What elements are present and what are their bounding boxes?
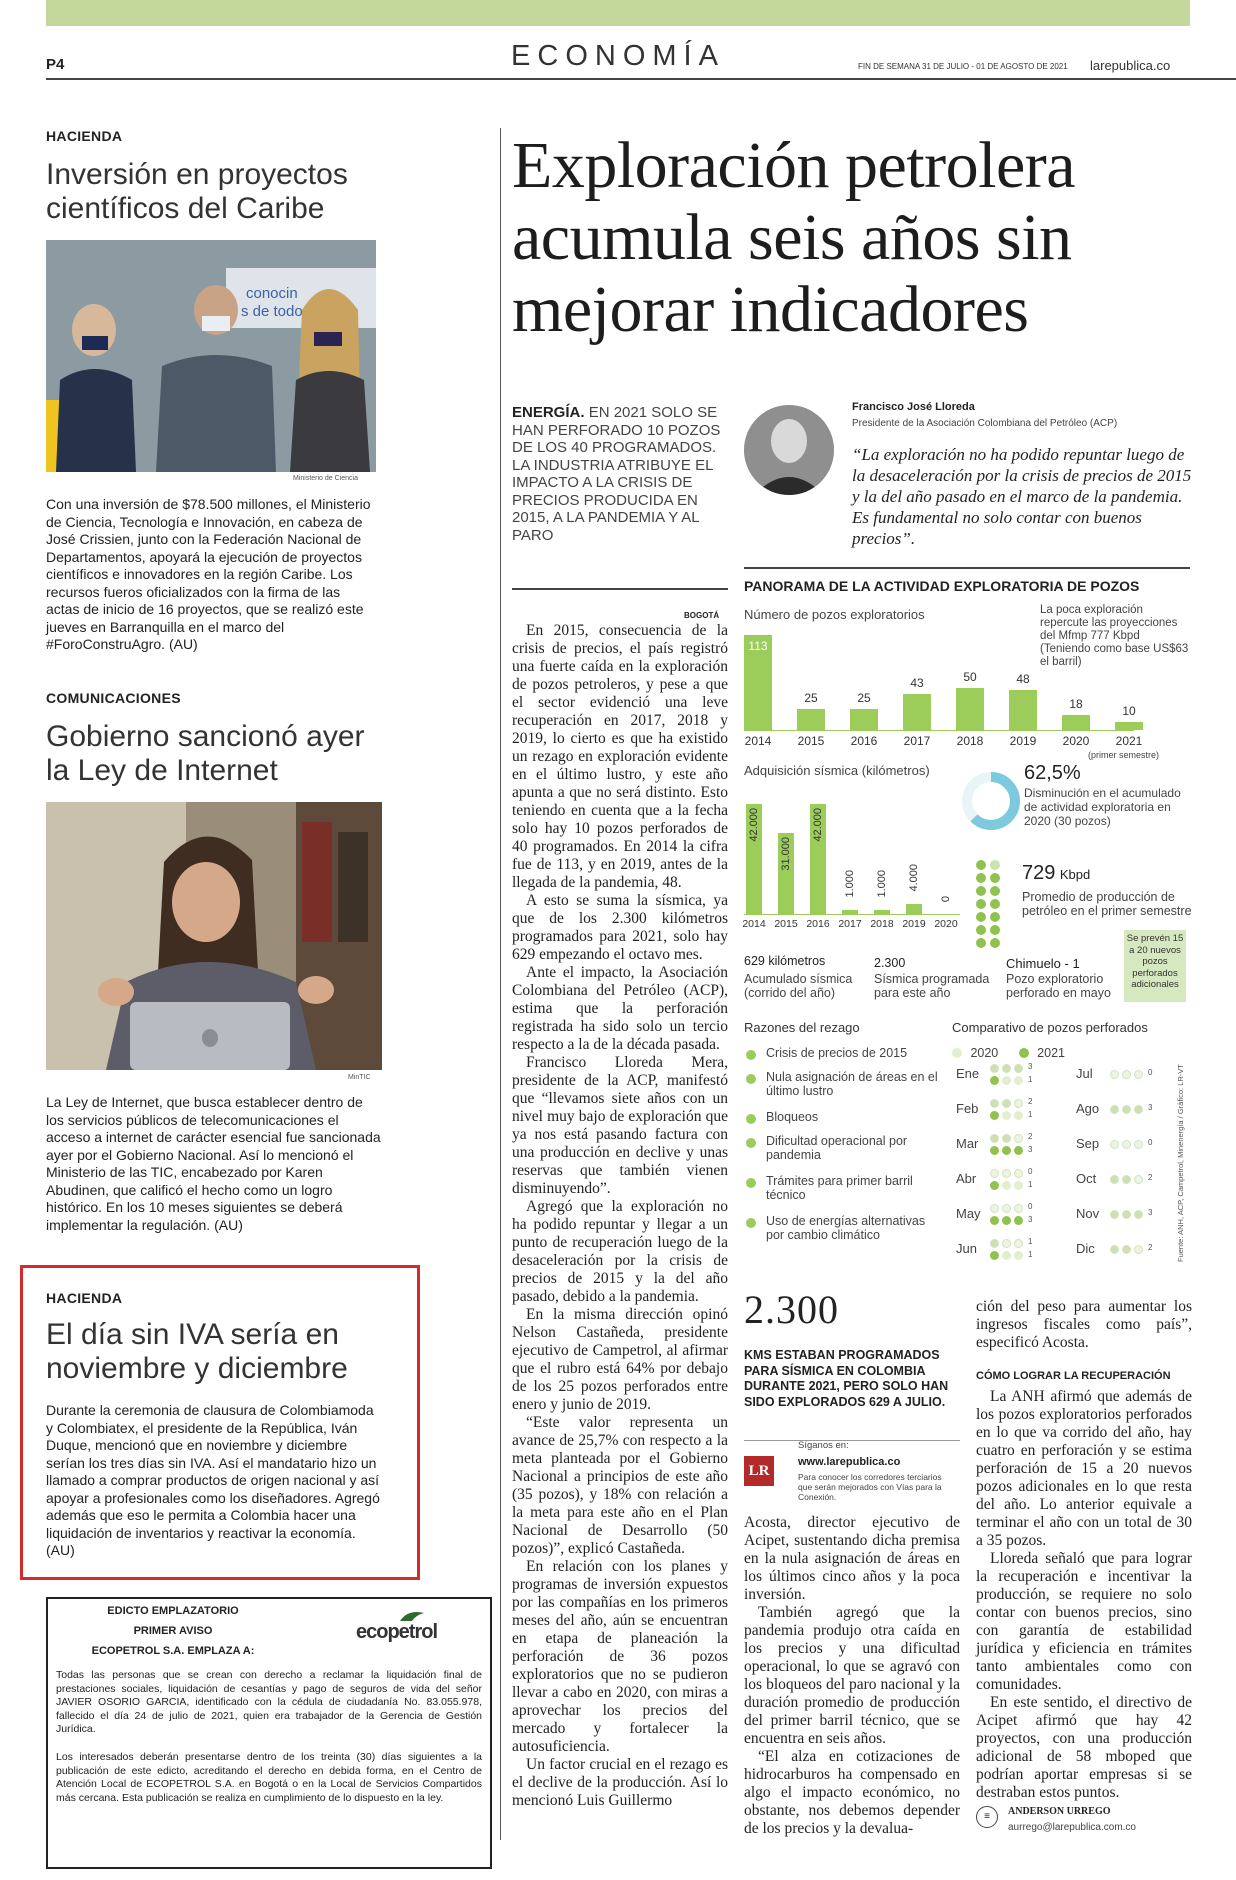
comparison-dot (1122, 1070, 1131, 1079)
seismic-year-label: 2014 (742, 918, 766, 930)
production-dot (976, 938, 986, 948)
wells-bar (1062, 715, 1090, 730)
production-value (1022, 862, 1090, 885)
notice-paragraph-2: Los interesados deberán presentarse dentro de los treinta (30) días siguientes a la publicación de este edicto, acreditando el derecho en debida forma, en el Centro de Atención Local de ECOPETROL S.A. en Bogotá o en la Local de Servicios Compartidos más cercana. Esta publicación se realiza en cumplimiento de lo dispuesto en la ley. (56, 1751, 482, 1804)
comparison-dot (1002, 1251, 1011, 1260)
section-title: ECONOMÍA (511, 40, 725, 72)
month-label: Ago (1076, 1101, 1100, 1116)
production-dot (976, 860, 986, 870)
body-paragraph: En la misma dirección opinó Nelson Castañeda, presidente ejecutivo de Campetrol, al afirmar que el rubro está 64% por debajo de los 25 pozos perforados entre enero y junio de 2019. (512, 1306, 728, 1413)
follow-label: Síganos en: (798, 1440, 849, 1451)
comparison-title: Comparativo de pozos perforados (952, 1020, 1148, 1035)
deck-kicker: ENERGÍA. (512, 404, 585, 421)
seismic-value-label: 4.000 (908, 863, 920, 892)
body-column-1 (512, 622, 728, 1810)
production-dot (990, 860, 1000, 870)
comparison-count: 2 (1028, 1132, 1033, 1141)
body-paragraph: A esto se suma la sísmica, ya que de los 2.300 kilómetros programados para 2021, solo hay 629 empezando el octavo mes. (512, 892, 728, 963)
comparison-dot (990, 1251, 999, 1260)
seismic-bar (906, 904, 922, 914)
comparison-count: 1 (1028, 1110, 1033, 1119)
reason-item: Dificultad operacional por pandemia (744, 1134, 944, 1174)
follow-rule (744, 1440, 960, 1441)
month-label: Ene (956, 1066, 980, 1081)
acc-seismic-text: Acumulado sísmica (corrido del año) (744, 972, 853, 1000)
month-label: May (956, 1206, 981, 1221)
comparison-dot (1110, 1175, 1119, 1184)
deck-text: EN 2021 SOLO SE HAN PERFORADO 10 POZOS DE LOS 40 PROGRAMADOS. LA INDUSTRIA ATRIBUYE EL IMPACTO A LA CRISIS DE PRECIOS PRODUCIDA EN 2015, A LA PANDEMIA Y AL PARO (512, 404, 721, 544)
wells-bar (797, 709, 825, 730)
pull-quote: “La exploración no ha podido repuntar luego de la desaceleración por la crisis de precios de 2015 y la del año pasado en el marco de la pandemia. Es fundamental no solo contar con buenos precios”. (852, 445, 1192, 548)
production-dot (976, 925, 986, 935)
seismic-value-label: 1.000 (844, 870, 856, 898)
seismic-year-label: 2016 (806, 918, 830, 930)
prog-seismic-text: Sísmica programada para este año (874, 972, 990, 1000)
infographic-source: Fuente: ANH, ACP, Campetrol, Minenergía / Gráfico: LR-VT (1176, 1064, 1185, 1262)
decline-donut (960, 770, 1022, 832)
comparison-dot (1014, 1204, 1023, 1213)
infographic-title: PANORAMA DE LA ACTIVIDAD EXPLORATORIA DE POZOS (744, 578, 1140, 594)
month-label: Feb (956, 1101, 979, 1116)
comparison-dot (990, 1134, 999, 1143)
notice-paragraph-1: Todas las personas que se crean con derecho a reclamar la liquidación final de prestaciones sociales, liquidación de cesantías y pago de seguros de vida del señor JAVIER OSORIO GARCIA, identificado con la cédula de ciudadanía No. 83.055.978, fallecido el día 24 de julio de 2021, quien era trabajador de la Gerencia de Gestión Jurídica. (56, 1669, 482, 1735)
story2-kicker: COMUNICACIONES (46, 690, 181, 706)
comparison-dot (1014, 1181, 1023, 1190)
wells-bar-chart (744, 630, 1143, 760)
chimuelo-title: Chimuelo - 1 (1006, 956, 1080, 971)
follow-site[interactable]: www.larepublica.co (798, 1456, 901, 1468)
legend-2020: 2020 (970, 1046, 999, 1060)
production-text: Promedio de producción de petróleo en el primer semestre (1022, 890, 1192, 918)
comparison-dot (1014, 1239, 1023, 1248)
comparison-count: 1 (1028, 1250, 1033, 1259)
comparison-dot (1002, 1076, 1011, 1085)
acc-seismic-value: 629 kilómetros (744, 954, 826, 968)
comparison-dot (1134, 1140, 1143, 1149)
comparison-count: 2 (1148, 1243, 1153, 1252)
wells-value-label: 25 (857, 690, 871, 705)
month-label: Jul (1076, 1066, 1093, 1081)
comparison-dot (990, 1146, 999, 1155)
iguana-logo-icon (398, 1607, 426, 1623)
comparison-dot (1014, 1111, 1023, 1120)
story2-body: La Ley de Internet, que busca establecer dentro de los servicios públicos de telecomunicaciones el acceso a internet de carácter esencial fue sancionada ayer por el Gobierno Nacional. Así lo mencionó el Ministerio de las TIC, encabezado por Karen Abudinen, que calificó el hecho como un logro histórico. En los 10 meses siguientes se deberá implementar la regulación. (AU) (46, 1094, 381, 1233)
issue-date: FIN DE SEMANA 31 DE JULIO - 01 DE AGOSTO DE 2021 (858, 62, 1068, 71)
comparison-dot (1134, 1175, 1143, 1184)
comparison-dot (1122, 1140, 1131, 1149)
comparison-dot (1134, 1210, 1143, 1219)
reason-item: Bloqueos (744, 1110, 944, 1134)
kbpd-unit: Kbpd (1059, 867, 1091, 882)
comparison-dot (1110, 1140, 1119, 1149)
body-paragraph: En 2015, consecuencia de la crisis de precios, el país registró una fuerte caída en la exploración de pozos petroleros, y pese a que el sector evidenció una leve recuperación en 2017, 2018 y 2019, lo cierto es que ha existido un rezago en exploración evidente en el último lustro, y este año apunta a que no será distinto. Esto teniendo en cuenta que a la fecha solo hay 10 pozos perforados de 40 programados. En 2014 la cifra fue de 113, y en 2019, antes de la llegada de la pandemia, 48. (512, 622, 728, 891)
comparison-dot (1110, 1105, 1119, 1114)
comparison-count: 3 (1148, 1208, 1153, 1217)
comparison-dot (1014, 1099, 1023, 1108)
comparison-count: 2 (1148, 1173, 1153, 1182)
header-rule (46, 78, 1236, 80)
reason-item: Crisis de precios de 2015 (744, 1046, 944, 1070)
notice-title: EDICTO EMPLAZATORIO (107, 1605, 239, 1617)
wells-bar (1009, 690, 1037, 730)
quote-name: Francisco José Lloreda (852, 401, 975, 413)
column-divider (500, 128, 501, 1840)
comparison-dot (1002, 1181, 1011, 1190)
wells-bar (850, 709, 878, 730)
decline-text: Disminución en el acumulado de actividad exploratoria en 2020 (30 pozos) (1024, 786, 1181, 828)
comparison-dot (1014, 1251, 1023, 1260)
month-label: Nov (1076, 1206, 1100, 1221)
wells-bar (956, 688, 984, 730)
infographic-rule (744, 567, 1190, 569)
prog-seismic-value: 2.300 (874, 956, 906, 970)
wells-value-label: 25 (804, 690, 818, 705)
wells-year-label: 2019 (1009, 734, 1037, 748)
body-paragraph: Lloreda señaló que para lograr la recuperación e incentivar la producción, se requiere no solo contar con buenos precios, sino con garantía de estabilidad jurídica y eficiencia en trámites tanto ambientales como con comunidades. (976, 1550, 1192, 1693)
comparison-dot (1014, 1216, 1023, 1225)
body-paragraph: “Este valor representa un avance de 25,7% con respecto a la meta planteada por el Gobierno Nacional a principios de este año (35 pozos), y 18% con relación a la meta para este año en el Plan Nacional de Desarrollo (50 pozos)”, explicó Castañeda. (512, 1414, 728, 1557)
body-paragraph: Agregó que la exploración no ha podido repuntar y llegar a un punto de recuperación luego de la desaceleración por la crisis de precios de 2015 y la del año pasado, debido a la pandemia. (512, 1198, 728, 1305)
notice-subtitle: PRIMER AVISO (133, 1625, 213, 1637)
dateline: BOGOTÁ (684, 611, 720, 620)
story2-photo-credit: MinTIC (348, 1074, 371, 1081)
seismic-year-label: 2017 (838, 918, 862, 930)
wells-category-note: (primer semestre) (1088, 750, 1160, 760)
comparison-dot (990, 1076, 999, 1085)
comparison-count: 3 (1148, 1103, 1153, 1112)
author-name: ANDERSON URREGO (1008, 1806, 1111, 1817)
reason-item: Nula asignación de áreas en el último lustro (744, 1070, 944, 1110)
wells-bar (903, 694, 931, 730)
comparison-count: 3 (1028, 1145, 1033, 1154)
top-color-bar (46, 0, 1190, 26)
month-label: Oct (1076, 1171, 1097, 1186)
wells-value-label: 18 (1069, 696, 1083, 711)
body-paragraph: Ante el impacto, la Asociación Colombiana del Petróleo (ACP), estima que la perforación registrada ha sido solo un tercio respecto a la de la década pasada. (512, 964, 728, 1053)
comparison-count: 0 (1148, 1138, 1153, 1147)
comparison-dot (1002, 1146, 1011, 1155)
production-dot (976, 899, 986, 909)
comparison-dot (1014, 1064, 1023, 1073)
story1-photo-credit: Ministerio de Ciencia (293, 475, 358, 482)
author-email[interactable]: aurrego@larepublica.com.co (1008, 1822, 1136, 1833)
comparison-dot (1014, 1169, 1023, 1178)
seismic-value-label: 31.000 (780, 836, 792, 871)
seismic-year-label: 2015 (774, 918, 798, 930)
wells-bar (1115, 722, 1143, 730)
wells-year-label: 2021 (1115, 734, 1143, 748)
production-dot-matrix (976, 860, 1016, 950)
wells-year-label: 2020 (1062, 734, 1090, 748)
body-paragraph: “El alza en cotizaciones de hidrocarburos ha compensado en algo el impacto económico, no obstante, nos debemos depender de los precios y la devalua- (744, 1748, 960, 1837)
comparison-dot (990, 1064, 999, 1073)
comparison-dot (1110, 1070, 1119, 1079)
quote-role: Presidente de la Asociación Colombiana del Petróleo (ACP) (852, 418, 1118, 429)
comparison-count: 1 (1028, 1075, 1033, 1084)
production-dot (976, 912, 986, 922)
comparison-dot (1002, 1216, 1011, 1225)
month-label: Mar (956, 1136, 979, 1151)
comparison-count: 1 (1028, 1237, 1033, 1246)
site-url[interactable]: larepublica.co (1090, 58, 1171, 73)
svg-text:s de todo: s de todo (241, 303, 303, 320)
wells-chart-label: Número de pozos exploratorios (744, 607, 925, 622)
comparison-count: 3 (1028, 1215, 1033, 1224)
wells-year-label: 2018 (956, 734, 984, 748)
comparison-count: 0 (1028, 1167, 1033, 1176)
ecopetrol-logo: ecopetrol (356, 1621, 438, 1643)
body-column-2 (744, 1514, 960, 1838)
seismic-year-label: 2019 (902, 918, 926, 930)
story1-photo (46, 240, 376, 472)
legend-2021: 2021 (1037, 1046, 1065, 1060)
body-column-3 (976, 1298, 1192, 1352)
month-label: Dic (1076, 1241, 1095, 1256)
comparison-dot (1122, 1210, 1131, 1219)
comparison-dot (990, 1099, 999, 1108)
comparison-dot (1002, 1099, 1011, 1108)
seismic-value-label: 0 (940, 896, 952, 903)
story2-photo (46, 802, 382, 1070)
production-dot (990, 925, 1000, 935)
seismic-chart-label: Adquisición sísmica (kilómetros) (744, 763, 930, 778)
body-paragraph: En este sentido, el directivo de Acipet afirmó que hay 42 proyectos, con una producción adicional de 58 mboped que podrían aportar empresas si se destraban estos puntos. (976, 1694, 1192, 1801)
seismic-bar-chart (744, 790, 960, 940)
seismic-year-label: 2018 (870, 918, 894, 930)
story3-title: El día sin IVA sería en noviembre y diciembre (46, 1318, 348, 1385)
month-label: Abr (956, 1171, 977, 1186)
main-headline: Exploración petrolera acumula seis años sin mejorar indicadores (512, 129, 1076, 346)
reasons-title: Razones del rezago (744, 1020, 860, 1035)
production-dot (976, 873, 986, 883)
new-wells-badge: Se prevén 15 a 20 nuevos pozos perforados adicionales (1124, 930, 1186, 1002)
body-paragraph: Un factor crucial en el rezago es el declive de la producción. Así lo mencionó Luis Guillermo (512, 1756, 728, 1809)
author-icon: ≡ (976, 1806, 998, 1828)
seismic-bar (874, 910, 890, 914)
comparison-dot (1014, 1076, 1023, 1085)
wells-value-label: 43 (910, 675, 924, 690)
comparison-count: 3 (1028, 1062, 1033, 1071)
wells-value-label: 10 (1122, 703, 1136, 718)
comparison-dot (1134, 1245, 1143, 1254)
legal-notice-box (46, 1597, 492, 1869)
comparison-dot (1014, 1134, 1023, 1143)
month-label: Jun (956, 1241, 977, 1256)
month-label: Sep (1076, 1136, 1100, 1151)
comparison-grid (956, 1062, 1156, 1266)
comparison-legend (952, 1044, 1065, 1062)
seismic-bar (842, 910, 858, 914)
body-paragraph: En relación con los planes y programas de inversión expuestos por las compañías en los primeros meses del año, aún se encuentran en etapa de planeación la perforación de 36 pozos exploratorios que no se pudieron llevar a cabo en 2020, con miras a aprovechar los precios del mercado y fortalecer la autosuficiencia. (512, 1558, 728, 1755)
kbpd-number: 729 (1022, 862, 1056, 884)
story2-title: Gobierno sancionó ayer la Ley de Internet (46, 720, 365, 787)
comparison-dot (1122, 1105, 1131, 1114)
big-number: 2.300 (744, 1287, 839, 1332)
comparison-count: 1 (1028, 1180, 1033, 1189)
projection-note: La poca exploración repercute las proyecciones del Mfmp 777 Kbpd (Teniendo como base US$63 el barril) (1040, 604, 1189, 668)
chimuelo-text: Pozo exploratorio perforado en mayo (1006, 972, 1111, 1000)
reasons-list (744, 1046, 944, 1262)
comparison-dot (1122, 1245, 1131, 1254)
comparison-dot (1134, 1070, 1143, 1079)
lr-logo: LR (744, 1456, 774, 1486)
wells-year-label: 2015 (797, 734, 825, 748)
comparison-dot (1002, 1111, 1011, 1120)
wells-value-label: 48 (1016, 671, 1030, 686)
wells-value-label: 50 (963, 669, 977, 684)
subhead: CÓMO LOGRAR LA RECUPERACIÓN (976, 1370, 1171, 1382)
body-paragraph: Francisco Lloreda Mera, presidente de la ACP, manifestó que “llevamos siete años con un nivel muy bajo de exploración que ya nos está pasando factura con una producción en declive y unas reservas que también vienen disminuyendo”. (512, 1054, 728, 1197)
seismic-value-label: 42.000 (812, 808, 824, 842)
comparison-dot (1110, 1210, 1119, 1219)
production-dot (990, 873, 1000, 883)
comparison-dot (1110, 1245, 1119, 1254)
body-paragraph: También agregó que la pandemia produjo otra caída en los precios y una dificultad operacional, lo que se agravó con los bloqueos del paro nacional y la duración promedio de producción del primer barril técnico, que se encuentra en seis años. (744, 1604, 960, 1747)
production-dot (990, 899, 1000, 909)
story1-title: Inversión en proyectos científicos del Caribe (46, 158, 348, 225)
comparison-dot (1014, 1146, 1023, 1155)
production-dot (976, 886, 986, 896)
officials-photo (46, 240, 376, 472)
comparison-dot (1002, 1064, 1011, 1073)
comparison-count: 0 (1148, 1068, 1153, 1077)
wells-year-label: 2016 (850, 734, 878, 748)
notice-company: ECOPETROL S.A. EMPLAZA A: (91, 1645, 255, 1657)
story1-body: Con una inversión de $78.500 millones, el Ministerio de Ciencia, Tecnología e Innovación, en cabeza de José Crissien, junto con la Federación Nacional de Departamentos, apoyará la ejecución de proyectos científicos e innovadores en la región Caribe. Los recursos fueros oficializados con la firma de las actas de inicio de 16 proyectos, que se realizó este jueves en Barranquilla en el marco del #ForoConstruAgro. (AU) (46, 496, 371, 652)
reason-item: Trámites para primer barril técnico (744, 1174, 944, 1214)
story1-kicker: HACIENDA (46, 128, 123, 144)
comparison-count: 0 (1028, 1202, 1033, 1211)
body-paragraph: Acosta, director ejecutivo de Acipet, sustentando dicha premisa en la nula asignación de áreas en los últimos cinco años y la poca inversión. (744, 1514, 960, 1603)
quote-portrait (744, 405, 834, 495)
comparison-dot (990, 1204, 999, 1213)
minister-photo (46, 802, 382, 1070)
wells-value-label: 113 (748, 639, 768, 653)
reason-item: Uso de energías alternativas por cambio climático (744, 1214, 944, 1262)
production-dot (990, 912, 1000, 922)
production-dot (990, 886, 1000, 896)
comparison-dot (990, 1216, 999, 1225)
story3-body: Durante la ceremonia de clausura de Colombiamoda y Colombiatex, el presidente de la República, Iván Duque, mencionó que en noviembre y diciembre serían los tres días sin IVA. Así el mandatario hizo un llamado a comprar productos de origen nacional y así apoyar a profesionales como los diseñadores. Agregó además que eso le permita a Colombia hacer una liquidación de inventarios y reactivar la economía. (AU) (46, 1402, 380, 1558)
deck (512, 404, 728, 544)
story3-kicker: HACIENDA (46, 1290, 123, 1306)
wells-year-label: 2014 (744, 734, 772, 748)
comparison-dot (1134, 1105, 1143, 1114)
comparison-dot (990, 1169, 999, 1178)
production-dot (990, 938, 1000, 948)
comparison-dot (990, 1239, 999, 1248)
seismic-value-label: 42.000 (748, 808, 760, 842)
follow-text: Para conocer los corredores terciarios que serán mejorados con Vías para la Conexión. (798, 1472, 942, 1502)
body-paragraph: La ANH afirmó que además de los pozos exploratorios perforados en lo que va corrido del año, hay cuatro en perforación y se estima perforación de 15 a 20 nuevos pozos adicionales en lo que resta del año. Lo anterior equivale a terminar el año con un total de 30 a 35 pozos. (976, 1388, 1192, 1549)
seismic-year-label: 2020 (934, 918, 958, 930)
body-column-3b (976, 1388, 1192, 1802)
comparison-count: 2 (1028, 1097, 1033, 1106)
comparison-dot (1122, 1175, 1131, 1184)
decline-pct: 62,5% (1024, 762, 1081, 784)
backdrop-text: conocin (246, 285, 298, 302)
page-number: P4 (46, 56, 65, 73)
col1-rule (512, 588, 728, 590)
comparison-dot (1002, 1134, 1011, 1143)
big-number-text: KMS ESTABAN PROGRAMADOS PARA SÍSMICA EN COLOMBIA DURANTE 2021, PERO SOLO HAN SIDO EXPLORADOS 629 A JULIO. (744, 1348, 949, 1409)
comparison-dot (1002, 1169, 1011, 1178)
comparison-dot (1002, 1239, 1011, 1248)
body-paragraph: ción del peso para aumentar los ingresos fiscales como país”, especificó Acosta. (976, 1298, 1192, 1351)
wells-year-label: 2017 (903, 734, 931, 748)
comparison-dot (990, 1111, 999, 1120)
comparison-dot (1002, 1204, 1011, 1213)
seismic-value-label: 1.000 (876, 870, 888, 898)
comparison-dot (990, 1181, 999, 1190)
